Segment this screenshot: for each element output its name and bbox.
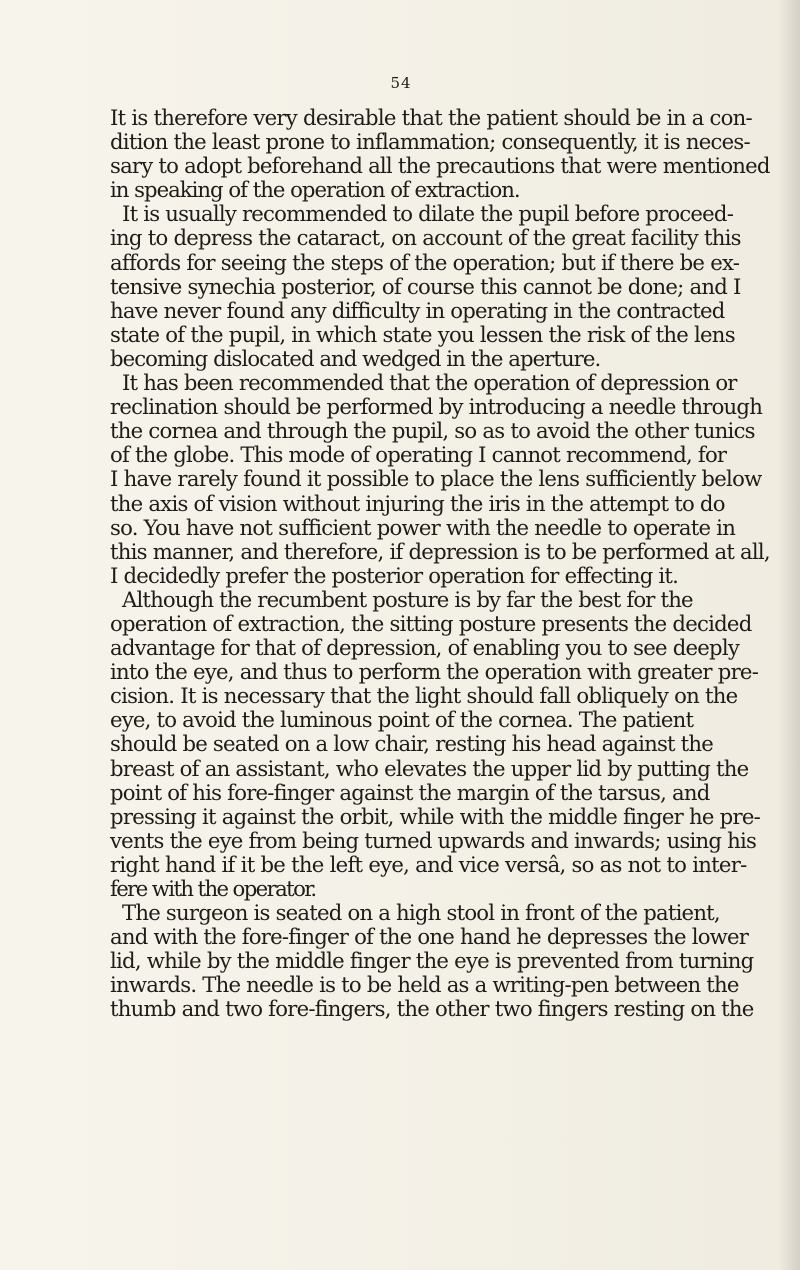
text-line: this manner, and therefore, if depression is to be performed at all, xyxy=(110,538,770,564)
text-line: point of his fore-finger against the margin of the tarsus, and xyxy=(110,779,710,805)
text-line: reclination should be performed by introducing a needle through xyxy=(110,394,763,420)
text-line: breast of an assistant, who elevates the upper lid by putting the xyxy=(110,755,749,781)
text-line: vents the eye from being turned upwards and inwards; using his xyxy=(110,827,757,853)
text-line: the cornea and through the pupil, so as to avoid the other tunics xyxy=(110,418,755,444)
text-line: eye, to avoid the luminous point of the cornea. The patient xyxy=(110,707,694,733)
text-line: pressing it against the orbit, while with the middle finger he pre- xyxy=(110,803,761,829)
text-line: so. You have not sufficient power with the needle to operate in xyxy=(110,514,736,540)
text-line: I decidedly prefer the posterior operation for effecting it. xyxy=(110,562,679,588)
text-line: should be seated on a low chair, resting his head against the xyxy=(110,731,714,757)
text-line: into the eye, and thus to perform the operation with greater pre- xyxy=(110,659,759,685)
text-line: It is usually recommended to dilate the pupil before proceed- xyxy=(122,201,734,227)
text-line: operation of extraction, the sitting posture presents the decided xyxy=(110,610,752,636)
text-line: becoming dislocated and wedged in the aperture. xyxy=(110,345,601,371)
text-line: in speaking of the operation of extraction. xyxy=(110,177,520,203)
text-line: tensive synechia posterior, of course this cannot be done; and I xyxy=(110,273,741,299)
text-line: ing to depress the cataract, on account of the great facility this xyxy=(110,225,741,251)
text-line: have never found any difficulty in operating in the contracted xyxy=(110,297,725,323)
text-line: and with the fore-finger of the one hand he depresses the lower xyxy=(110,924,749,950)
text-line: sary to adopt beforehand all the precautions that were mentioned xyxy=(110,153,770,179)
text-line: thumb and two fore-fingers, the other two fingers resting on the xyxy=(110,996,754,1022)
text-line: dition the least prone to inflammation; consequently, it is neces- xyxy=(110,129,750,155)
text-line: state of the pupil, in which state you lessen the risk of the lens xyxy=(110,321,735,347)
text-line: lid, while by the middle finger the eye is prevented from turning xyxy=(110,948,754,974)
text-line: fere with the operator. xyxy=(110,876,316,901)
text-line: It is therefore very desirable that the patient should be in a con- xyxy=(110,105,752,130)
body-text xyxy=(110,106,800,1022)
text-line: affords for seeing the steps of the operation; but if there be ex- xyxy=(110,249,740,275)
text-line: It has been recommended that the operation of depression or xyxy=(122,370,737,396)
text-line: inwards. The needle is to be held as a writing-pen between the xyxy=(110,972,739,998)
page-number: 54 xyxy=(390,74,412,92)
text-line: I have rarely found it possible to place the lens sufficiently below xyxy=(110,466,762,492)
text-line: The surgeon is seated on a high stool in front of the patient, xyxy=(122,900,720,926)
text-line: right hand if it be the left eye, and vice versâ, so as not to inter- xyxy=(110,851,747,877)
text-line: cision. It is necessary that the light should fall obliquely on the xyxy=(110,683,738,709)
text-line: advantage for that of depression, of enabling you to see deeply xyxy=(110,635,740,661)
text-line: the axis of vision without injuring the iris in the attempt to do xyxy=(110,490,725,516)
text-line: of the globe. This mode of operating I cannot recommend, for xyxy=(110,442,727,468)
text-line: Although the recumbent posture is by far the best for the xyxy=(122,586,693,612)
